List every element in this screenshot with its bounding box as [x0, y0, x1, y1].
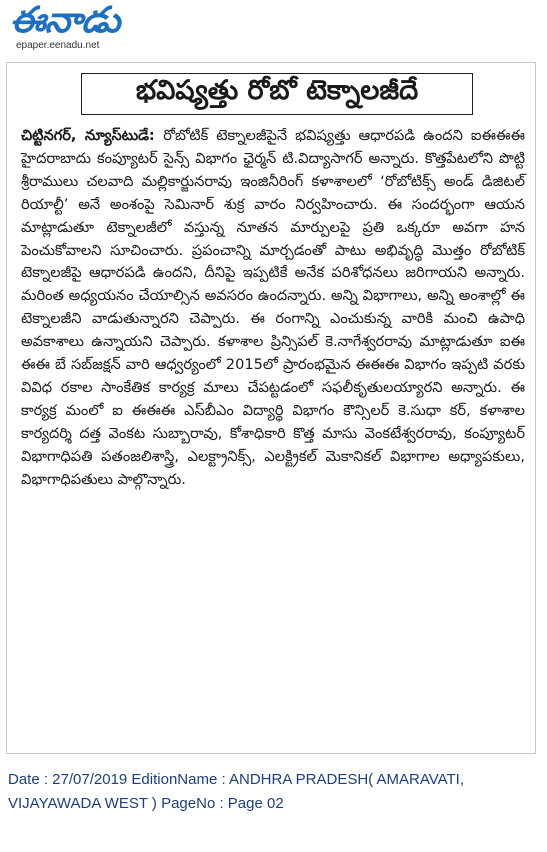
article-clipping — [6, 62, 536, 754]
site-url: epaper.eenadu.net — [16, 40, 100, 51]
eenadu-logo: ఈనాడు — [10, 0, 120, 41]
article-text: రోబోటిక్ టెక్నాలజీపైనే భవిష్యత్తు ఆధారపడి ఉందని ఐఈఈఈ హైదరాబాదు కంప్యూటర్ సైన్స్ విభాగం ఛైర్మన్ టి.విద్యాసాగర్ అన్నారు. కొత్తపేటలోని పొట్టి శ్రీరాములు చలవాది మల్లికార్జునరావు ఇంజినీరింగ్ కళాశాలలో ‘రోబోటిక్స్ అండ్ డిజిటల్ రియాల్టీ’ అనే అంశంపై సెమినార్ శుక్ర వారం నిర్వహించారు. ఈ సందర్భంగా ఆయన మాట్లాడుతూ టెక్నాలజీలో వస్తున్న నూతన మార్పులపై ప్రతి ఒక్కరూ అవగా హన పెంచుకోవాలని సూచించారు. ప్రపంచాన్ని మార్చడంతో పాటు అభివృద్ధి మొత్తం రోబోటిక్ టెక్నాలజీపై ఆధారపడి ఉందని, దీనిపై ఇప్పటికే అనేక పరిశోధనలు జరిగాయని అన్నారు. మరింత అధ్యయనం చేయాల్సిన అవసరం ఉందన్నారు. అన్ని విభాగాలు, అన్ని అంశాల్లో ఈ టెక్నాలజీని వాడుతున్నారని చెప్పారు. ఈ రంగాన్ని ఎంచుకున్న వారికి మంచి ఉపాధి అవకాశాలు ఉన్నాయని చెప్పారు. కళాశాల ప్రిన్సిపల్ కె.నాగేశ్వరరావు మాట్లాడుతూ ఐఈ ఈఈ బే సబ్‌జక్షన్ వారి ఆధ్వర్యంలో 2015లో ప్రారంభమైన ఈఈఈ విభాగం ఇప్పటి వరకు వివిధ రకాల సాంకేతిక కార్యక్ర మాలు చేపట్టడంలో సఫలీకృతులయ్యారని అన్నారు. ఈ కార్యక్ర మంలో ఐ ఈఈఈ ఎస్‌బీఎం విద్యార్థి విభాగం కౌన్సిలర్ కె.సుధా కర్, కళాశాల కార్యదర్శి దత్త వెంకట సుబ్బారావు, కోశాధికారి కొత్త మాసు వెంకటేశ్వరరావు, కంప్యూటర్ విభాగాధిపతి పతంజలిశాస్త్రి, ఎలక్ట్రానిక్స్, ఎలక్ట్రికల్ మెకానికల్ విభాగాల అధ్యాపకులు, విభాగాధిపతులు పాల్గొన్నారు. — [21, 127, 525, 488]
article-body — [21, 125, 525, 492]
article-dateline: చిట్టినగర్, న్యూస్‌టుడే: — [21, 127, 164, 144]
edition-info: Date : 27/07/2019 EditionName : ANDHRA PRADESH( AMARAVATI, VIJAYAWADA WEST ) PageNo : Page 02 — [8, 771, 465, 812]
article-headline: భవిష్యత్తు రోబో టెక్నాలజీదే — [81, 73, 473, 115]
